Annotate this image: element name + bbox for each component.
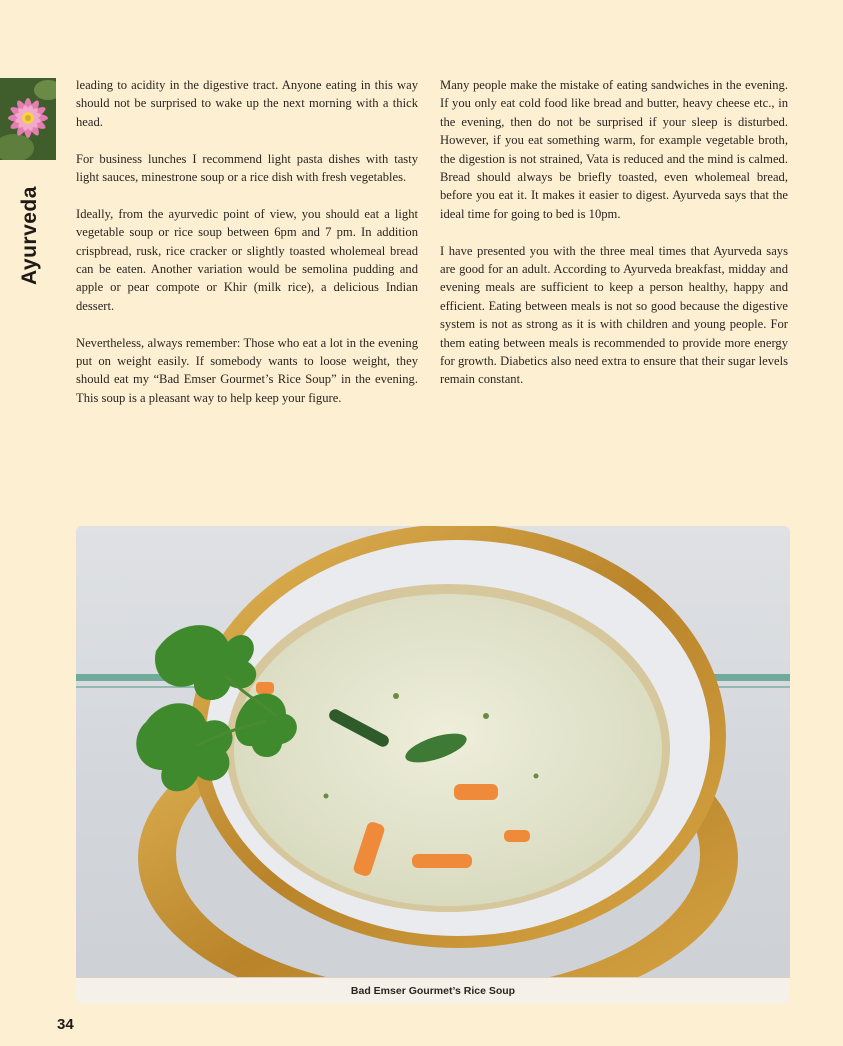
right-text-column (440, 76, 788, 407)
paragraph: Nevertheless, always remember: Those who eat a lot in the evening put on weight easily. If somebody wants to loose weight, they should eat my “Bad Emser Gourmet’s Rice Soup” in the evening. This soup is a pleasant way to help keep your figure. (76, 335, 418, 405)
paragraph: leading to acidity in the digestive tract. Anyone eating in this way should not be surprised to wake up the next morning with a thick head. (76, 78, 418, 129)
soup-photo (76, 526, 790, 1004)
page-number: 34 (57, 1016, 74, 1033)
paragraph: Ideally, from the ayurvedic point of view, you should eat a light vegetable soup or rice soup between 6pm and 7 pm. In addition crispbread, rusk, rice cracker or slightly toasted wholemeal bread can be eaten. Another variation would be semolina pudding and apple or pear compote or Khir (milk rice), a delicious Indian dessert. (76, 206, 418, 313)
paragraph: I have presented you with the three meal times that Ayurveda says are good for an adult. According to Ayurveda breakfast, midday and evening meals are sufficient to keep a person healthy, happy and efficient. Eating between meals is not so good because the digestive system is not as strong as it is with children and young people. For them eating between meals is recommended to provide more energy for growth. Diabetics also need extra to ensure that their sugar levels remain constant. (440, 243, 788, 387)
paragraph: For business lunches I recommend light pasta dishes with tasty light sauces, minestrone soup or a rice dish with fresh vegetables. (76, 151, 418, 185)
left-text-column (76, 76, 418, 426)
section-label: Ayurveda (18, 186, 41, 285)
paragraph: Many people make the mistake of eating sandwiches in the evening. If you only eat cold food like bread and butter, heavy cheese etc., in the evening, then do not be surprised if your sleep is disturbed. However, if you eat something warm, for example vegetable broth, the digestion is not strained, Vata is reduced and the mind is calmed. Bread should always be briefly toasted, even wholemeal bread, before you eat it. It makes it easier to digest. Ayurveda says that the ideal time for going to bed is 10pm. (440, 78, 788, 221)
photo-caption: Bad Emser Gourmet’s Rice Soup (76, 977, 790, 1004)
flower-thumbnail (0, 78, 56, 160)
